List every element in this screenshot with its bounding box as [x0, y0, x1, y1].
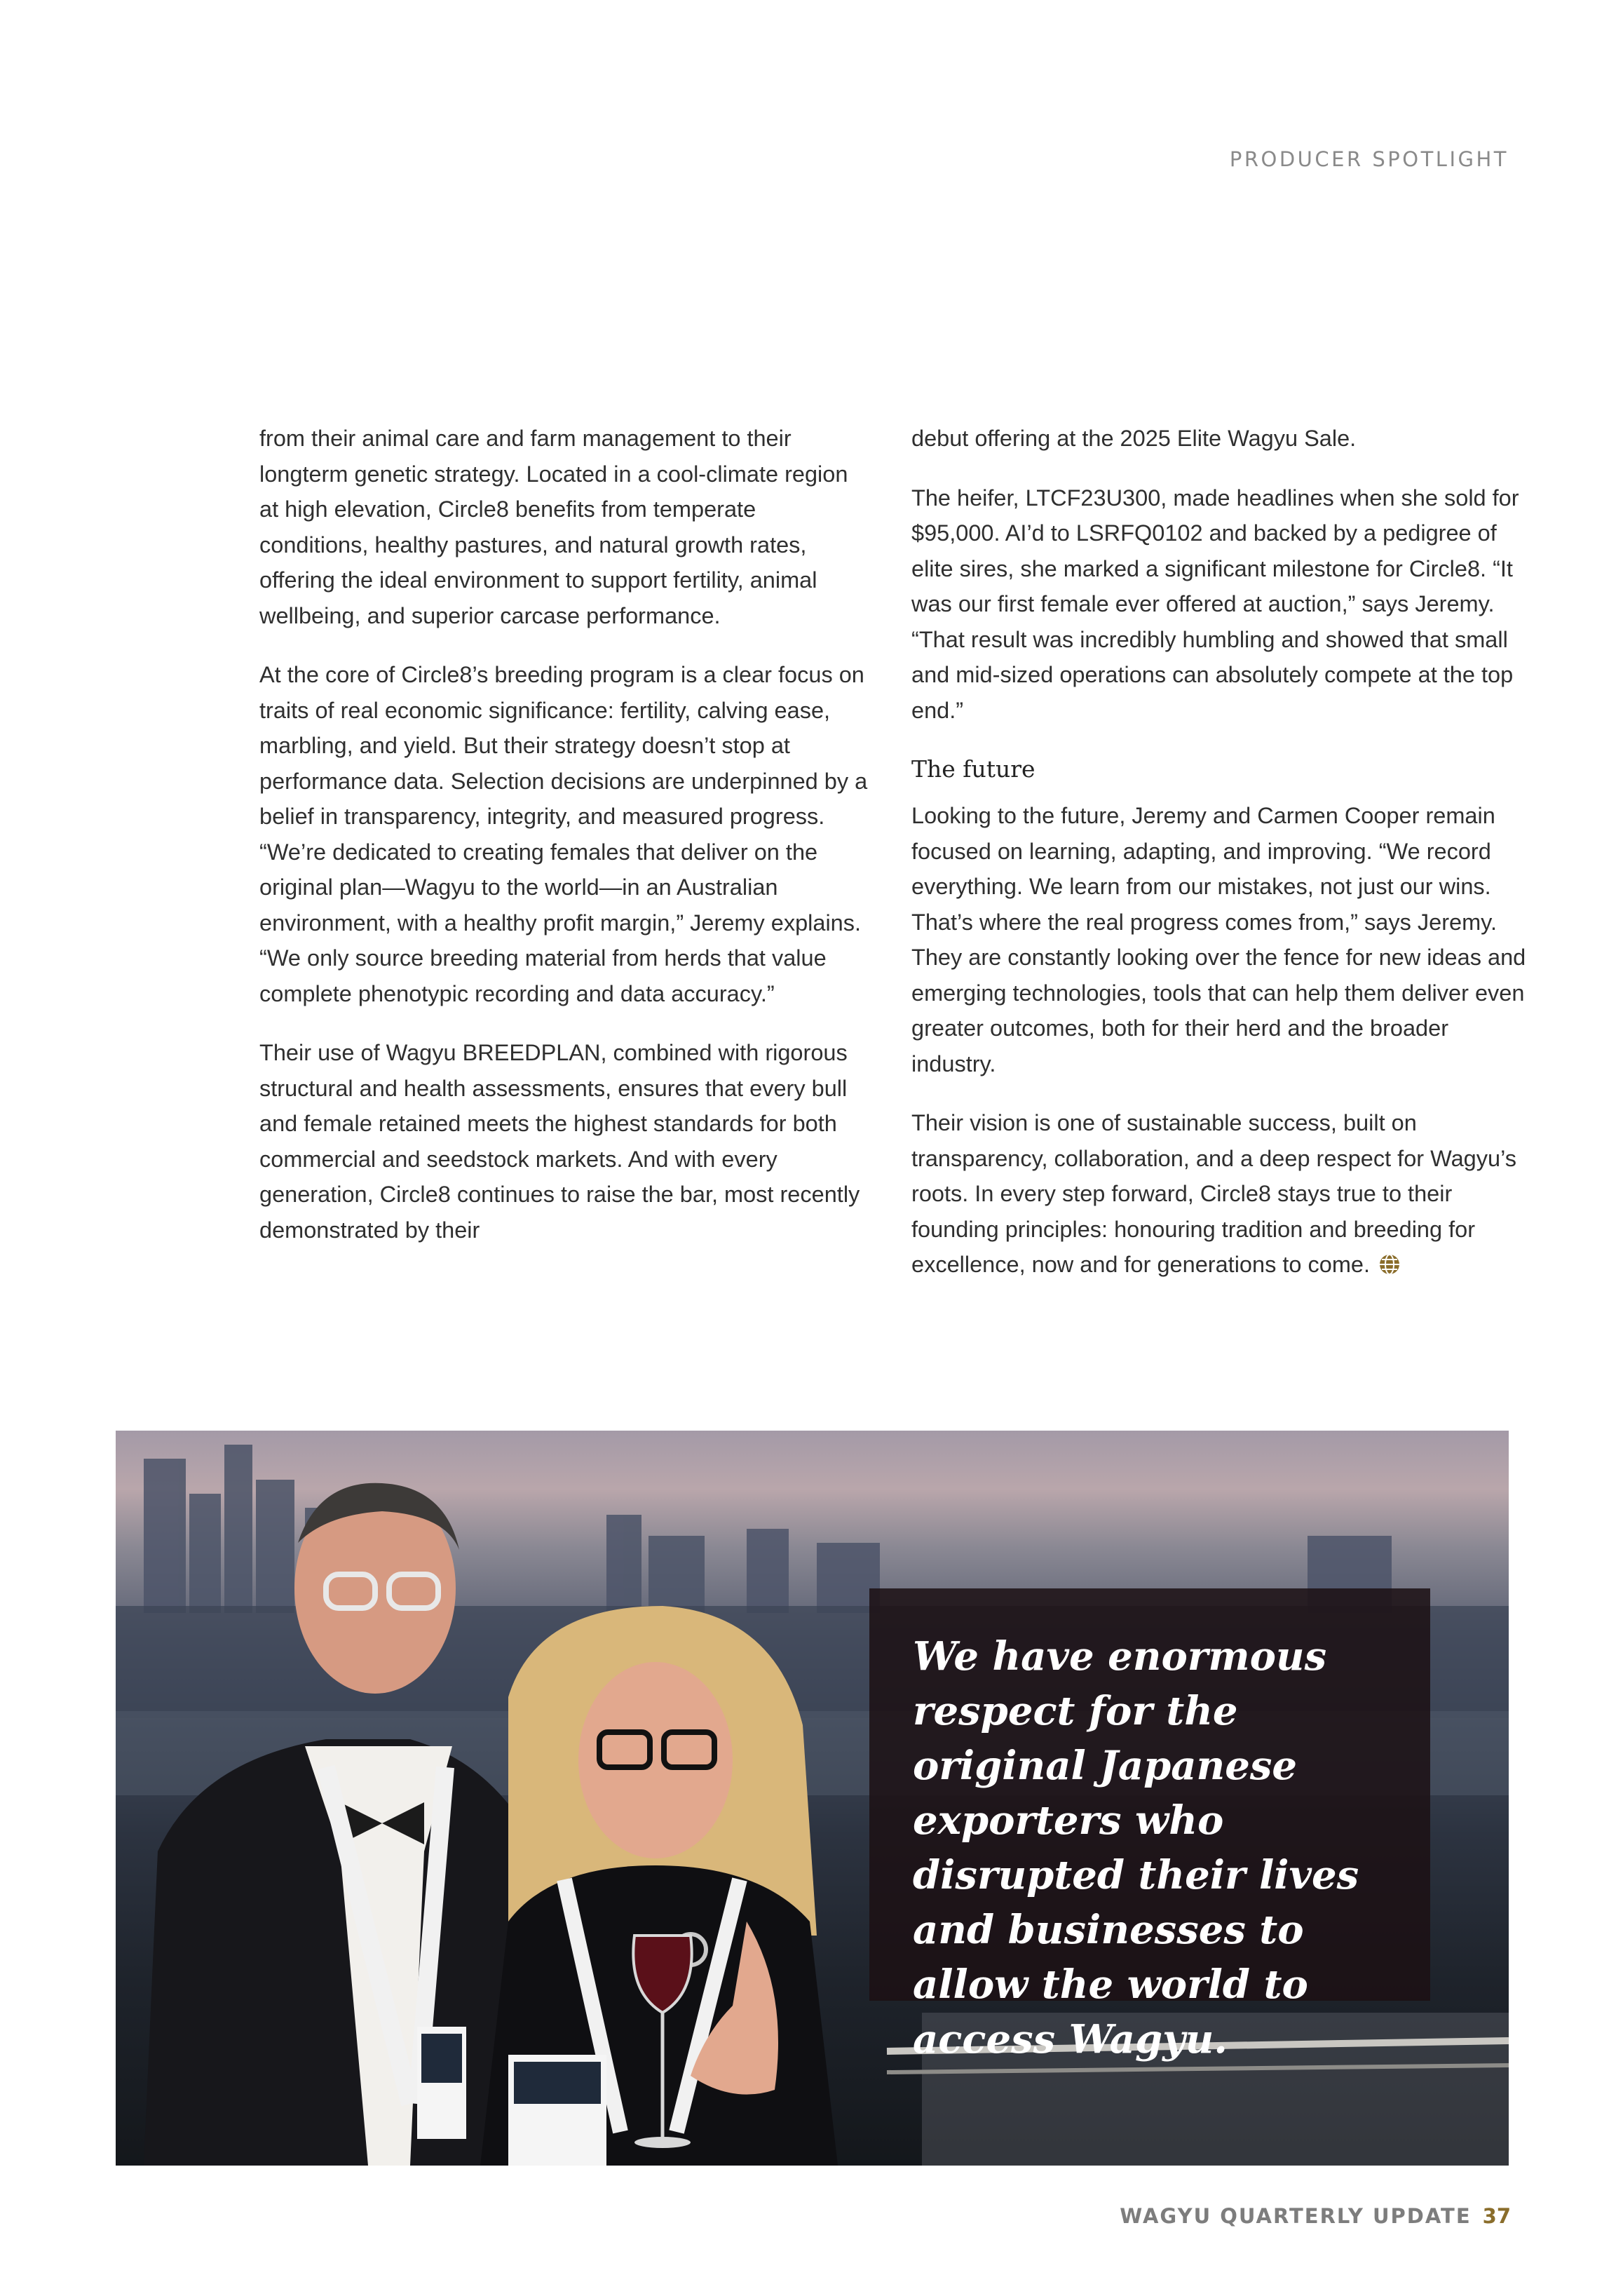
page-footer [1120, 2204, 1511, 2228]
paragraph: debut offering at the 2025 Elite Wagyu Sale. [911, 426, 1357, 451]
running-head: PRODUCER SPOTLIGHT [1229, 147, 1509, 171]
subheading: The future [911, 755, 1035, 783]
paragraph: Looking to the future, Jeremy and Carmen Cooper remain focused on learning, adapting, and improving. “We record everything. We learn from our mistakes, not just our wins. That’s where the real progress comes from,” says Jeremy. They are constantly looking over the fence for new ideas and emerging technologies, tools that can help them deliver even greater outcomes, both for their herd and the broader industry. [911, 803, 1526, 1076]
left-column [259, 421, 869, 1271]
paragraph: Their use of Wagyu BREEDPLAN, combined with rigorous structural and health assessments, ensures that every bull and female retained meets the highest standards for both commercial and seedstock markets. And with every generation, Circle8 continues to raise the bar, most recently demonstrated by their [259, 1040, 860, 1243]
page-number: 37 [1482, 2204, 1511, 2228]
event-photo [116, 1431, 1509, 2166]
pull-quote-box [869, 1588, 1430, 2062]
publication-name: WAGYU QUARTERLY UPDATE [1120, 2204, 1472, 2228]
paragraph-text: Their vision is one of sustainable success, built on transparency, collaboration, and a deep respect for Wagyu’s roots. In every step forward, Circle8 stays true to their founding principles: honouring tradition and breeding for excellence, now and for generations to come. [911, 1110, 1516, 1277]
paragraph-final [911, 1105, 1528, 1286]
pull-quote: We have enormous respect for the original Japanese exporters who disrupted their lives and businesses to allow the world to access Wagyu. [913, 1633, 1359, 2062]
paragraph: from their animal care and farm management to their longterm genetic strategy. Located in a cool-climate region at high elevation, Circle8 benefits from temperate conditions, healthy pastures, and natural growth rates, offering the ideal environment to support fertility, animal wellbeing, and superior carcase performance. [259, 426, 848, 628]
paragraph: The heifer, LTCF23U300, made headlines when she sold for $95,000. AI’d to LSRFQ0102 and backed by a pedigree of elite sires, she marked a significant milestone for Circle8. “It was our first female ever offered at auction,” says Jeremy. “That result was incredibly humbling and showed that small and mid-sized operations can absolutely compete at the top end.” [911, 485, 1519, 723]
globe-icon [1378, 1250, 1401, 1286]
paragraph: At the core of Circle8’s breeding program is a clear focus on traits of real economic significance: fertility, calving ease, marbling, and yield. But their strategy doesn’t stop at performance data. Selection decisions are underpinned by a belief in transparency, integrity, and measured progress. “We’re dedicated to creating females that deliver on the original plan—Wagyu to the world—in an Australian environment, with a healthy profit margin,” Jeremy explains. “We only source breeding material from herds that value complete phenotypic recording and data accuracy.” [259, 662, 868, 1006]
right-column [911, 421, 1528, 1310]
